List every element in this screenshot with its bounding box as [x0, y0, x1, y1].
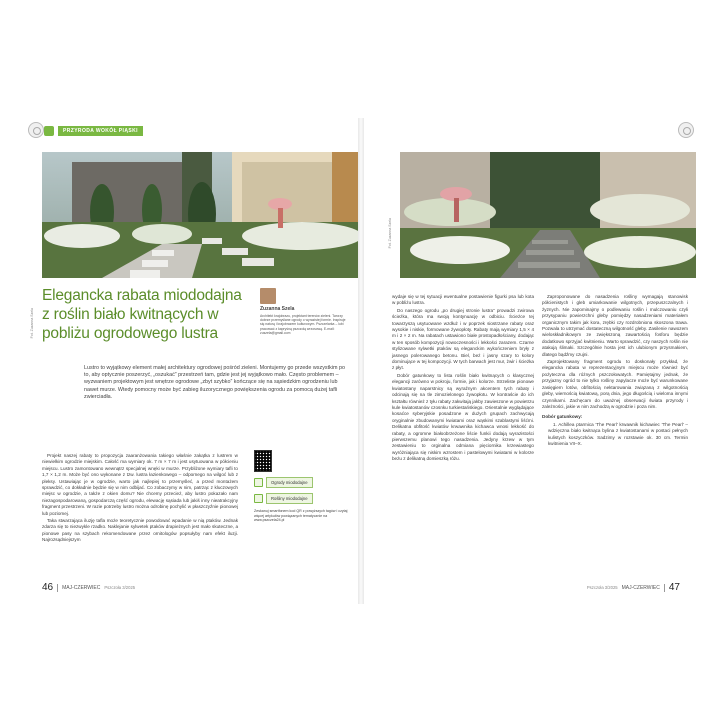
author-avatar — [260, 288, 276, 304]
author-box — [260, 288, 350, 335]
tag-label: Rośliny miododajne — [266, 493, 313, 504]
article-title: Elegancka rabata miododajna z roślin biało kwitnących w pobliżu ogrodowego lustra — [42, 287, 242, 342]
right-column-1 — [392, 294, 534, 464]
page-number: 47 — [668, 582, 680, 593]
garden-photo-right — [400, 152, 696, 278]
section-tag — [44, 126, 143, 136]
author-name: Zuzanna Szela — [260, 306, 295, 312]
qr-sidebar — [254, 450, 350, 523]
magazine-logo-icon — [678, 122, 694, 138]
footer-right — [587, 582, 680, 593]
photo-credit: Fot. Zuzanna Szela — [30, 308, 34, 339]
paragraph: wydaje się w tej sytuacji ewentualne postawienie figurki psa lub kota w pobliżu lustra. — [392, 294, 534, 306]
garden-photo-left — [42, 152, 358, 278]
magazine-issue: Pszczoła 3/2025 — [104, 585, 136, 590]
left-column — [42, 453, 238, 545]
qr-mini-icon — [44, 126, 54, 136]
issue-section: MAJ-CZERWIEC — [621, 584, 660, 591]
section-label: PRZYRODA WOKÓŁ PIĄSKI — [58, 126, 143, 136]
species-item: 1. Achillea ptarmica 'The Pearl' krwawnik kichawiec 'The Pearl' – wdzięczna biało kwitnąca bylina z kwiatostanami w postaci pełnych kulistych koszyczków. Sadzimy w rozstawie ok. 30 cm. Termin kwitnienia VII–X. — [548, 421, 688, 446]
paragraph: Taka stwarzająca iluzję tafla może teoretycznie powodować wpadanie w nią ptaków. Jednak zdarza się to niezwykle rzadko. Naklejanie sylwetek ptaków drapieżnych jest mało skuteczne, a pionowe pasy na szybach rekomendowane przez ornitologów popsułyby nam efekt iluzji. Najrozsądniejszym — [42, 518, 238, 543]
paragraph: Dobór gatunkowy to lista roślin biało kwitnących o klasycznej elegancji zarówno w pokroju, formie, jak i kolorze. Strzeliste pionowe kwiatostany naparstnicy są wyraźnym akcentem tych rabaty i odcinają się na tle zimozielonego żywopłotu. W kontraście do ich kształtu również z tyłu rabaty zakwitają jakby zawieszone w powietrzu kule kwiatostanów czosnku turkiestańskiego. Orientalnie wyglądające kosaćce syberyjskie posadzone w dużych grupach zachwycają oryginalnie zbudowanymi kwiatami oraz wąskimi szablastymi liśćmi. Delikatna obfitość kwiatów krwawnika kichawca wnosi lekkość do rabaty, a ogromne białoobrzeżone liście funkii dodają wyrazistości pierwszemu planowi tego nasadzenia. Jedyny krzew w tym zestawieniu to orginalna odmiana pięciornika krzewiastego wyróżniająca się niskim wzrostem i pastelowymi kwiatami w kolorze beżu z delikatną domieszką różu. — [392, 372, 534, 462]
qr-code-icon[interactable] — [254, 450, 272, 472]
paragraph: Projekt naszej rabaty to propozycja zaaranżowania takiego właśnie zakątka z lustrem w niewielkim ogrodzie miejskim. Całość ma wymiary ok. 7 m × 7 m i jest usytuowana w półcieniu miejscu. Lustro zamontowano wewnątrz specjalnej wnęki w murze. Przybliżone wymiary tafli to 1,7 × 1,2 m. Może być ono wykonane z tzw. lustra łazienkowego – odpornego na wilgoć lub z pleksy. Ustawiając je w ogrodzie, warto jak najlepiej to przemyśleć, a przed montażem sprawdzić, co dokładnie będzie się w nim odbijać. Co zobaczymy w nim, patrząc z kluczowych miejsc w ogrodzie, a także z okien domu? Nie chcemy przecież, aby lustro pokazało nam niezagospodarowaną, gospodarczą część ogrodu, elewację sąsiada lub jakiś inny nieatrakcyjny fragment przestrzeni. W razie potrzeby lustro można odrobinę pochylić w płaszczyźnie pionowej lub poziomej. — [42, 453, 238, 516]
right-column-2 — [542, 294, 688, 448]
tag-ogrody-miododajne[interactable] — [254, 477, 350, 488]
footer-left — [42, 582, 135, 593]
article-lead: Lustro to wyjątkowy element małej architektury ogrodowej pośród zieleni. Montujemy go przede wszystkim po to, aby optycznie poszerzyć, „oszukać” przestrzeń tam, gdzie jest jej wyjątkowo mało. Często problemem – wyzwaniem projektowym jest wnętrze ogrodowe „zbyt szybko” kończące się na sąsiedzkim ogrodzeniu lub nawet murze. Wtedy pomocny może być zabieg iluzorycznego powiększenia ogrodu za pomocą dużej tafli zwierciadła. — [84, 365, 345, 400]
page-number: 46 — [42, 582, 54, 593]
paragraph: Do naszego ogrodu „po drugiej stronie lustra” prowadzi zwirowa ścieżka, która ma swoją kontynuację w odbiciu. Ścieżce tej towarzyszą usytuowane wzdłuż i w poprzek siostrzane rabaty oraz wysokie i niskie, formowane żywopłoty. Rabaty mają wymiary 1,5 × 4 m i 2 × 2 m. Na rabatach ustawiono białe prostopadłościany, dodając w ten sposób kompozycji nowoczesności i lekkości zarazem. Czarne stylizowane sylwetki ptaków są eleganckim wykończeniem bryły z jasnego polerowanego betonu. Biel, beż i jasny szary to kolory dominujące w tej kompozycji. W tych barwach jest mur, żwir i ścieżka z płyt. — [392, 307, 534, 371]
species-heading: Dobór gatunkowy: — [542, 414, 583, 420]
issue-section: MAJ-CZERWIEC — [62, 584, 101, 591]
left-page — [24, 118, 358, 604]
paragraph: Zaproponowane do nasadzenia rośliny wymagają stanowisk półcienistych i gleb umiarkowanie wilgotnych, przepuszczalnych i żyznych. Nie zapominajmy o podlewaniu roślin i mulczowaniu czyli przysypaniu powierzchni gleby pomiędzy nasadzeniami materiałem organicznym takim jak kora, zrębki czy rozdrobniona skoszona trawa. Pozwala to utrzymać dostateczną wilgotność gleby. Zasilenie nawozem wieloskładnikowym ze zwiększoną zawartością fosforu będzie dodatkowo sprzyjać kwitnieniu. Warto sprawdzić, czy naszych roślin nie atakują ślimaki. Szczególnie hosta jest ich ulubionym przysmakiem, dlatego bądźmy czujni. — [542, 294, 688, 357]
photo-credit: Fot. Zuzanna Szela — [388, 218, 392, 249]
magazine-issue: Pszczoła 3/2025 — [586, 585, 618, 590]
magazine-logo-icon — [28, 122, 44, 138]
magazine-spread — [24, 118, 698, 604]
qr-mini-icon — [254, 478, 263, 487]
divider — [664, 584, 665, 592]
author-bio: Architekt krajobrazu, projektant terenów zieleni. Tworzy dobrze przemyślane ogrody o wyrazistej formie. Inspiruje się naturą i krajobrazem kulturowym. Pszczelarka – lubi pracować z kapryśną pszczołą wrzosową. E-mail: zuszela@gmail.com — [260, 314, 346, 335]
divider — [57, 584, 58, 592]
right-page — [364, 118, 698, 604]
tag-rosliny-miododajne[interactable] — [254, 493, 350, 504]
qr-note: Zeskanuj smartfonem kod QR z powyższych tagów i czytaj więcej artykułów powiązanych tematycznie na www.pszczela24.pl — [254, 509, 348, 523]
paragraph: Zaprojektowany fragment ogrodu to doskonały przykład, że elegancka rabata w reprezentacyjnym miejscu może również być pożyteczna dla różnych pszczołowatych. Pamiętajmy jednak, że przyjazny ogród to nie tylko rośliny zapylacze może być warunkowane zasięgiem lotów, obfitością nektarowania związaną z wilgotnością gleby, wiernością kwiatową, porą dnia, jego długością i wieloma innymi czynnikami. Zachęcam do uważnej obserwacji świata przyrody i zależności, jakie w nim zachodzą w ogrodzie i poza nim. — [542, 359, 688, 409]
tag-label: Ogrody miododajne — [266, 477, 313, 488]
qr-mini-icon — [254, 494, 263, 503]
